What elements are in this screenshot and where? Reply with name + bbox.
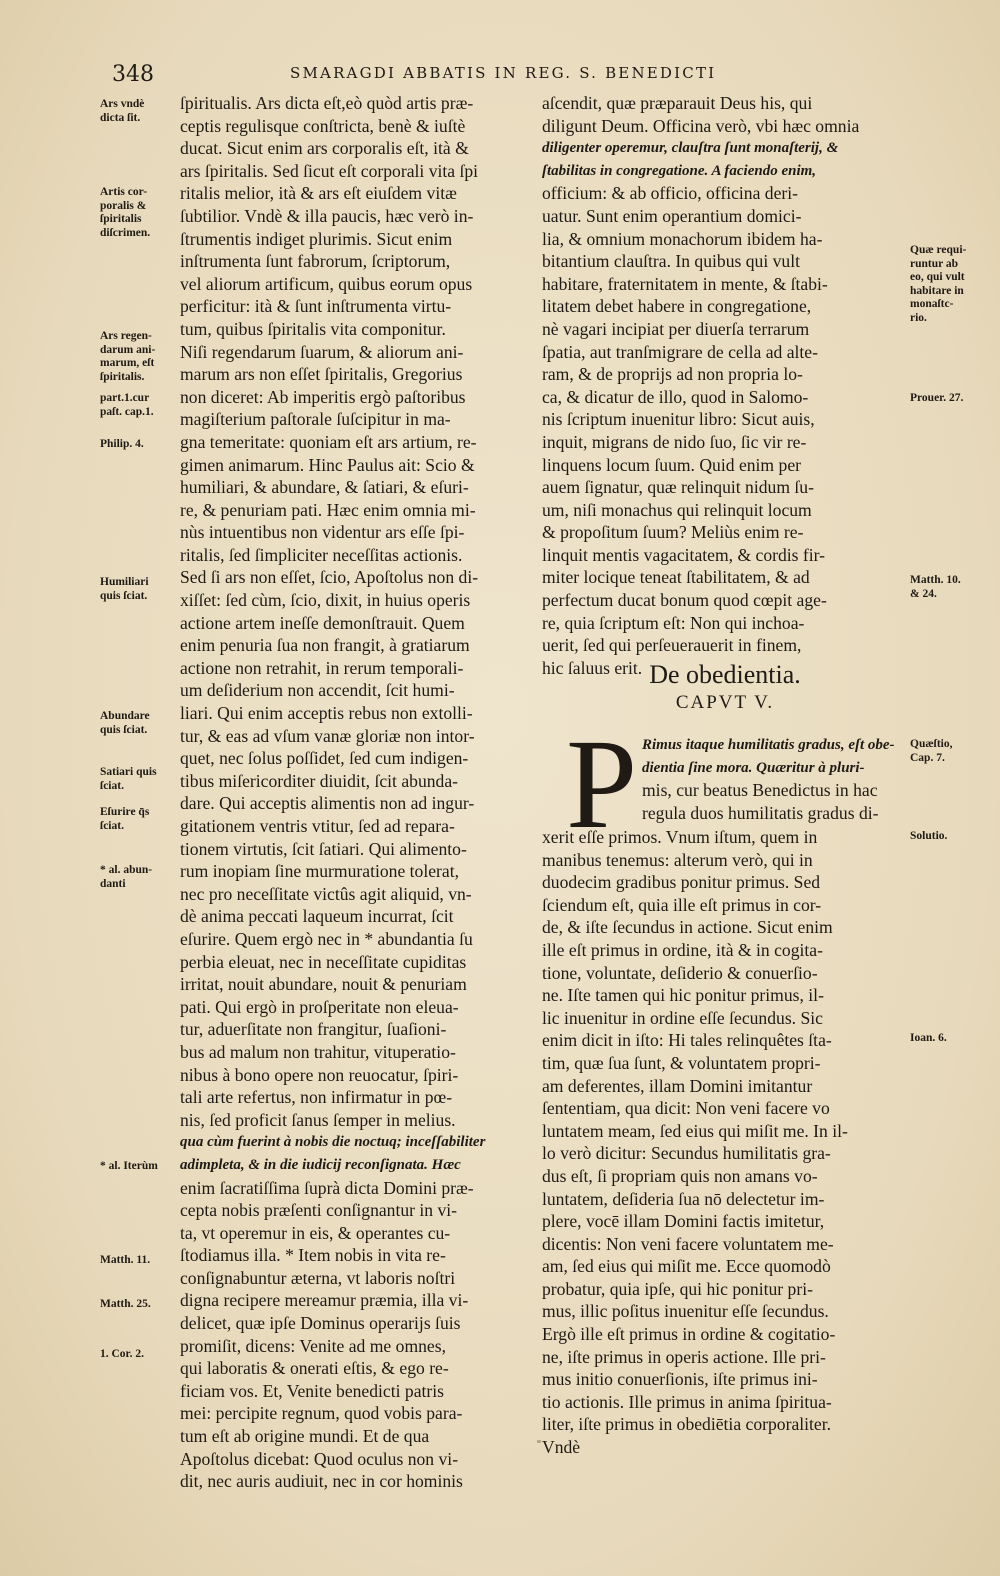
text-line: ne, iſte primus in operis actione. Ille pri-	[542, 1346, 826, 1367]
text-line: & propoſitum ſuum? Meliùs enim re-	[542, 522, 804, 543]
text-line: duodecim gradibus ponitur primus. Sed	[542, 872, 821, 893]
text-line: irritat, nouit abundare, nouit & penuriam	[180, 974, 467, 995]
text-line: marum ars non eſſet ſpiritalis, Gregorius	[180, 364, 463, 385]
text-line: linquit mentis vagacitatem, & cordis fir-	[542, 544, 826, 565]
right-column-top	[542, 92, 908, 679]
text-line: lia, & omnium monachorum ibidem ha-	[542, 228, 823, 249]
text-line: mus, illic poſitus inuenitur eſſe ſecundus.	[542, 1301, 829, 1322]
text-line: nùs intuentibus non videntur ars eſſe ſpi-	[180, 522, 465, 543]
running-head: SMARAGDI ABBATIS IN REG. S. BENEDICTI	[290, 64, 717, 82]
text-line: uerit, ſed qui perſeuerauerit in finem,	[542, 635, 802, 656]
text-line: vel aliorum artificum, quibus eorum opus	[180, 273, 473, 294]
text-line: delicet, quæ ipſe Dominus operarijs ſuis	[180, 1313, 461, 1334]
text-line: um, niſi monachus qui relinquit locum	[542, 499, 812, 520]
text-line: ſtabilitas in congregatione. A faciendo enim,	[542, 162, 817, 179]
text-line: dare. Qui acceptis alimentis non ad ingur-	[180, 793, 475, 814]
text-line: ars ſpiritalis. Sed ſicut eſt corporali vita ſpi	[180, 160, 479, 181]
text-line: ſententiam, qua dicit: Non veni facere vo	[542, 1098, 830, 1119]
text-line: actione artem ineſſe demonſtrauit. Quem	[180, 612, 465, 633]
margin-note: Prouer. 27.	[910, 392, 964, 404]
ink-speck	[537, 1440, 541, 1443]
text-line: um deſiderium non accendit, ſcit humi-	[180, 680, 455, 701]
margin-note: Matth. 11.	[100, 1254, 151, 1266]
text-line: gitationem ventris vtitur, ſed ad repara-	[180, 816, 455, 836]
text-line: re, quia ſcriptum eſt: Non qui inchoa-	[542, 612, 805, 633]
text-line: tur, aduerſitate non frangitur, ſuaſioni-	[180, 1019, 447, 1040]
right-column-bottom	[542, 826, 908, 1459]
text-line: lic inuenitur in ordine eſſe ſecundus. Sic	[542, 1007, 823, 1028]
text-line: bitantium clauſtra. In quibus qui vult	[542, 251, 801, 272]
text-line: enim dicit in iſto: Hi tales relinquêtes ſta-	[542, 1030, 832, 1051]
margin-note: Artis cor- poralis & ſpiritalis diſcrimen.	[100, 186, 151, 239]
chapter-subtitle: CAPVT V.	[675, 692, 775, 713]
text-line: gna temeritate: quoniam eſt ars artium, re-	[180, 431, 477, 452]
text-line: tum, quibus ſpiritalis vita componitur.	[180, 318, 446, 339]
text-line: probatur, quia ipſe, qui hic ponitur pri-	[542, 1278, 813, 1299]
text-line: ille eſt primus in ordine, ità & in cogita-	[542, 939, 823, 960]
text-line: mis, cur beatus Benedictus in hac	[642, 780, 878, 801]
text-line: cepta nobis præſenti conſignantur in vi-	[180, 1200, 458, 1221]
text-line: tione, voluntate, deſiderio & conuerſio-	[542, 962, 818, 983]
text-line: ritalis, ſed ſimpliciter neceſſitas actionis.	[180, 544, 463, 565]
margin-note: * al. abun- danti	[100, 864, 153, 890]
text-line: nec pro neceſſitate victûs agit aliquid, vn-	[180, 883, 472, 904]
text-line: regula duos humilitatis gradus di-	[642, 802, 879, 823]
text-line: tur, & eas ad vſum vanæ gloriæ non intor-	[180, 725, 475, 746]
margin-note: Solutio.	[910, 830, 948, 842]
margin-note: Quæſtio, Cap. 7.	[910, 738, 953, 764]
margin-note: Matth. 10. & 24.	[910, 574, 961, 600]
text-line: tali arte refertus, non infirmatur in pœ-	[180, 1087, 453, 1108]
text-line: plere, vocē illam Domini factis imitetur,	[542, 1211, 825, 1232]
text-line: quet, nec ſolus poſſidet, ſed cum indigen-	[180, 748, 469, 769]
text-line: magiſterium paſtorale ſuſcipitur in ma-	[180, 409, 451, 430]
text-line: ne. Iſte tamen qui hic ponitur primus, il-	[542, 985, 824, 1006]
text-line: conſignabuntur æterna, vt laboris noſtri	[180, 1267, 456, 1288]
text-line: ritalis melior, ità & ars eſt eiuſdem vitæ	[180, 183, 457, 204]
text-line: dicentis: Non veni facere voluntatem me-	[542, 1233, 834, 1254]
margin-note: * al. Iterùm	[100, 1160, 158, 1172]
text-line: non diceret: Ab imperitis ergò paſtoribus	[180, 386, 466, 407]
text-line: re, & penuriam pati. Hæc enim omnia mi-	[180, 499, 476, 520]
margin-note: Abundare quis ſciat.	[100, 710, 150, 736]
text-line: Apoſtolus dicebat: Quod oculus non vi-	[180, 1448, 459, 1469]
text-line: dit, nec auris audiuit, nec in cor hominis	[180, 1471, 463, 1492]
text-line: perbia eleuat, nec in neceſſitate cupiditas	[180, 951, 467, 972]
text-line: ducat. Sicut enim ars corporalis eſt, ità &	[180, 138, 469, 159]
text-line: linquens locum ſuum. Quid enim per	[542, 454, 801, 475]
text-line: ſtodiamus illa. * Item nobis in vita re-	[180, 1245, 446, 1266]
text-line: mus initio conuerſionis, iſte primus ini-	[542, 1369, 818, 1390]
text-line: eſurire. Quem ergò nec in * abundantia ſu	[180, 928, 473, 949]
text-line: inſtrumenta ſunt fabrorum, ſcriptorum,	[180, 251, 451, 272]
text-line: nibus à bono opere non reuocatur, ſpiri-	[180, 1064, 459, 1085]
text-line: tim, quæ ſua ſunt, & voluntatem propri-	[542, 1052, 821, 1073]
text-line: mei: percipite regnum, quod vobis para-	[180, 1403, 463, 1424]
text-line: aſcendit, quæ præparauit Deus his, qui	[542, 93, 813, 113]
text-line: xiſſet: ſed cùm, ſcio, dixit, in huius operis	[180, 590, 471, 611]
text-line: ta, vt operemur in eis, & operantes cu-	[180, 1222, 451, 1243]
text-line: am deferentes, illam Domini imitantur	[542, 1075, 813, 1096]
margin-note: Ars regen- darum ani- marum, eſt ſpiritalis.	[100, 330, 156, 383]
text-line: ſubtilior. Vndè & illa paucis, hæc verò in-	[180, 205, 474, 226]
text-line: liari. Qui enim acceptis rebus non extolli-	[180, 703, 473, 724]
text-line: miter locique teneat ſtabilitatem, & ad	[542, 567, 810, 588]
text-line: ceptis regulisque conſtricta, benè & iuſtè	[180, 115, 466, 136]
margin-note: Ioan. 6.	[910, 1032, 947, 1044]
text-line: luntatem, deſideria ſua nō delectetur im-	[542, 1188, 825, 1209]
text-line: ſtrumentis indiget plurimis. Sicut enim	[180, 228, 453, 249]
text-line: ficiam vos. Et, Venite benedicti patris	[180, 1380, 444, 1401]
text-line: litatem debet habere in congregatione,	[542, 296, 812, 317]
margin-note: part.1.cur paſt. cap.1.	[100, 392, 154, 418]
text-line: uatur. Sunt enim operantium domici-	[542, 205, 802, 226]
text-line: promiſit, dicens: Venite ad me omnes,	[180, 1335, 446, 1356]
text-line: nis, ſed proficit ſanus ſemper in melius.	[180, 1109, 456, 1130]
text-line: nè vagari incipiat per diuerſa terrarum	[542, 318, 810, 339]
text-line: gimen animarum. Hinc Paulus ait: Scio &	[180, 454, 475, 475]
text-line: Rimus itaque humilitatis gradus, eſt obe-	[642, 737, 895, 753]
text-line: de, & iſte ſecundus in actione. Sicut enim	[542, 917, 833, 938]
text-line: pati. Qui ergò in proſperitate non eleua-	[180, 996, 459, 1017]
text-line: perficitur: ità & ſunt inſtrumenta virtu-	[180, 296, 452, 317]
margin-note: Matth. 25.	[100, 1298, 151, 1310]
text-line: tio actionis. Ille primus in anima ſpiritua-	[542, 1391, 832, 1412]
text-line: hic ſaluus erit.	[542, 657, 643, 678]
left-column	[180, 92, 542, 1493]
text-line: enim penuria ſua non frangit, à gratiarum	[180, 635, 470, 656]
dropcap-paragraph	[642, 734, 912, 824]
text-line: ſciendum eſt, quia ille eſt primus in cor-	[542, 894, 822, 915]
text-line: qua cùm fuerint à nobis die noctuq; inceſſabiliter	[180, 1134, 486, 1151]
text-line: habitare, fraternitatem in mente, & ſtabi-	[542, 273, 828, 294]
text-line: am, ſed eius qui miſit me. Ecce quomodò	[542, 1256, 831, 1277]
text-line: tibus miſericorditer diuidit, ſcit abunda-	[180, 770, 459, 791]
margin-note: Satiari quis ſciat.	[100, 766, 157, 792]
text-line: lo verò dicitur: Secundus humilitatis gra-	[542, 1143, 831, 1164]
text-line: tum eſt ab origine mundi. Et de qua	[180, 1426, 430, 1447]
text-line: Ergò ille eſt primus in ordine & cogitatio-	[542, 1324, 836, 1345]
text-line: adimpleta, & in die iudicij reconſignata. Hæc	[180, 1156, 461, 1173]
text-line: ram, & de proprijs ad non propria lo-	[542, 364, 803, 385]
text-line: ſpatia, aut tranſmigrare de cella ad alte-	[542, 341, 818, 362]
margin-note: Philip. 4.	[100, 438, 144, 450]
text-line: Vndè	[542, 1437, 581, 1458]
text-line: liter, iſte primus in obediētia corporaliter.	[542, 1414, 832, 1435]
text-line: dientia ſine mora. Quæritur à pluri-	[642, 759, 865, 776]
text-line: digna recipere mereamur præmia, illa vi-	[180, 1290, 469, 1311]
text-line: rum inopiam ſine murmuratione tolerat,	[180, 861, 459, 882]
text-line: ca, & dicatur de illo, quod in Salomo-	[542, 386, 809, 407]
text-line: luntatem meam, ſed eius qui miſit me. In il-	[542, 1120, 848, 1141]
text-line: diligunt Deum. Officina verò, vbi hæc omnia	[542, 115, 860, 136]
text-line: ſpiritualis. Ars dicta eſt,eò quòd artis præ-	[180, 93, 474, 113]
text-line: tionem virtutis, ſcit ſatiari. Qui alimento-	[180, 838, 467, 859]
text-line: perfectum ducat bonum quod cœpit age-	[542, 590, 827, 611]
text-line: manibus tenemus: alterum verò, qui in	[542, 849, 813, 870]
text-line: Niſi regendarum ſuarum, & aliorum ani-	[180, 341, 464, 362]
text-line: enim ſacratiſſima ſuprà dicta Domini præ-	[180, 1177, 474, 1198]
text-line: dè anima peccati laqueum incurrat, ſcit	[180, 906, 454, 927]
text-line: nis ſcriptum inuenitur libro: Sicut auis,	[542, 409, 815, 430]
text-line: bus ad malum non trahitur, vituperatio-	[180, 1041, 456, 1062]
text-line: actione non retrahit, in rerum temporali-	[180, 657, 464, 678]
text-line: Sed ſi ars non eſſet, ſcio, Apoſtolus non di-	[180, 567, 479, 588]
margin-note: Humiliari quis ſciat.	[100, 576, 149, 602]
text-line: inquit, migrans de nido ſuo, ſic vir re-	[542, 431, 807, 452]
text-line: qui laboratis & onerati eſtis, & ego re-	[180, 1358, 449, 1379]
margin-note: Eſurire q̄s ſciat.	[100, 806, 150, 832]
text-line: xerit eſſe primos. Vnum iſtum, quem in	[542, 827, 818, 847]
margin-note: Quæ requi- runtur ab eo, qui vult habitare in monaſtc- rio.	[910, 244, 967, 324]
text-line: officium: & ab officio, officina deri-	[542, 183, 799, 204]
text-line: humiliari, & abundare, & ſatiari, & eſuri-	[180, 477, 469, 498]
page-number: 348	[112, 62, 154, 87]
margin-note: Ars vndè dicta ſit.	[100, 98, 145, 124]
chapter-title: De obedientia.	[649, 660, 801, 689]
text-line: diligenter operemur, clauſtra ſunt monaſterij, &	[542, 140, 839, 157]
drop-cap: P	[566, 713, 638, 855]
margin-note: 1. Cor. 2.	[100, 1348, 144, 1360]
text-line: auem ſignatur, quæ relinquit nidum ſu-	[542, 477, 814, 498]
text-line: dus eſt, ſi propriam quis non amans vo-	[542, 1165, 818, 1186]
